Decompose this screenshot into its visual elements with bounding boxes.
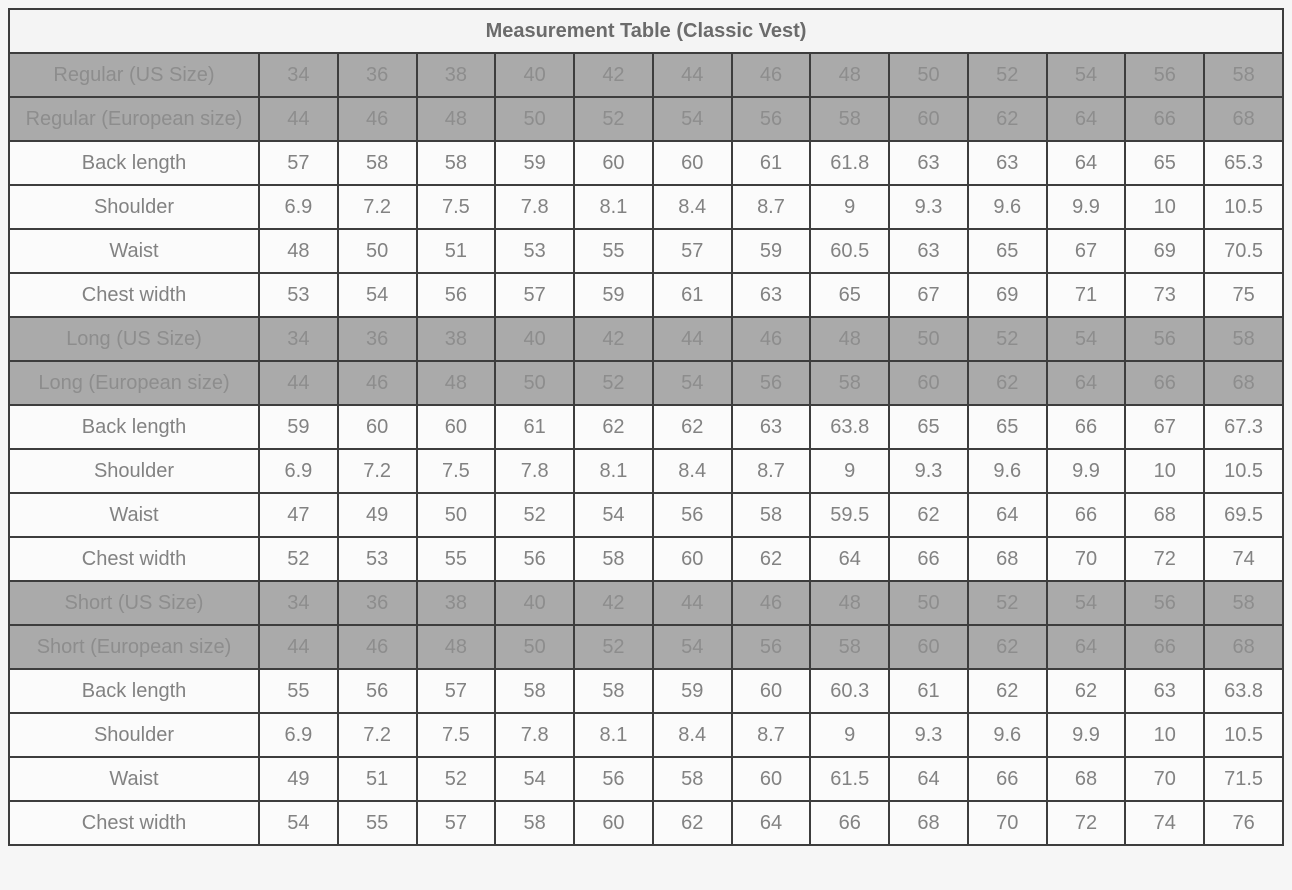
value-cell: 56	[653, 493, 732, 537]
value-cell: 70	[1047, 537, 1126, 581]
value-cell: 58	[653, 757, 732, 801]
value-cell: 60	[417, 405, 496, 449]
row-label: Short (US Size)	[9, 581, 259, 625]
value-cell: 62	[732, 537, 811, 581]
value-cell: 58	[495, 801, 574, 845]
row-label: Regular (US Size)	[9, 53, 259, 97]
size-cell: 60	[889, 361, 968, 405]
value-cell: 7.2	[338, 185, 417, 229]
value-cell: 49	[338, 493, 417, 537]
value-cell: 54	[574, 493, 653, 537]
value-cell: 8.1	[574, 449, 653, 493]
value-cell: 68	[968, 537, 1047, 581]
size-cell: 56	[732, 361, 811, 405]
value-cell: 6.9	[259, 713, 338, 757]
size-cell: 48	[417, 361, 496, 405]
size-cell: 54	[1047, 53, 1126, 97]
value-cell: 67	[889, 273, 968, 317]
size-cell: 52	[574, 625, 653, 669]
value-cell: 10	[1125, 713, 1204, 757]
measurement-row	[9, 273, 1283, 317]
value-cell: 7.5	[417, 449, 496, 493]
value-cell: 66	[1047, 493, 1126, 537]
value-cell: 7.2	[338, 449, 417, 493]
value-cell: 60.5	[810, 229, 889, 273]
size-cell: 40	[495, 53, 574, 97]
value-cell: 65	[968, 405, 1047, 449]
size-cell: 64	[1047, 361, 1126, 405]
size-cell: 50	[889, 53, 968, 97]
value-cell: 60	[732, 669, 811, 713]
size-cell: 48	[417, 625, 496, 669]
measurement-row	[9, 757, 1283, 801]
row-label: Back length	[9, 669, 259, 713]
size-cell: 58	[1204, 317, 1283, 361]
value-cell: 61.5	[810, 757, 889, 801]
value-cell: 57	[417, 669, 496, 713]
row-label: Chest width	[9, 537, 259, 581]
value-cell: 63	[732, 405, 811, 449]
value-cell: 63	[889, 141, 968, 185]
size-cell: 52	[968, 317, 1047, 361]
size-header-row	[9, 625, 1283, 669]
value-cell: 8.7	[732, 713, 811, 757]
size-cell: 56	[1125, 581, 1204, 625]
value-cell: 66	[889, 537, 968, 581]
size-cell: 42	[574, 581, 653, 625]
value-cell: 63	[732, 273, 811, 317]
value-cell: 63.8	[810, 405, 889, 449]
value-cell: 8.1	[574, 713, 653, 757]
value-cell: 60	[653, 141, 732, 185]
value-cell: 66	[968, 757, 1047, 801]
value-cell: 55	[574, 229, 653, 273]
size-cell: 36	[338, 53, 417, 97]
value-cell: 74	[1125, 801, 1204, 845]
value-cell: 51	[338, 757, 417, 801]
value-cell: 73	[1125, 273, 1204, 317]
row-label: Back length	[9, 405, 259, 449]
value-cell: 52	[417, 757, 496, 801]
measurement-row	[9, 713, 1283, 757]
value-cell: 70	[968, 801, 1047, 845]
value-cell: 10.5	[1204, 449, 1283, 493]
value-cell: 9.6	[968, 449, 1047, 493]
value-cell: 69.5	[1204, 493, 1283, 537]
size-cell: 68	[1204, 625, 1283, 669]
value-cell: 6.9	[259, 449, 338, 493]
size-cell: 52	[574, 361, 653, 405]
value-cell: 61	[732, 141, 811, 185]
size-cell: 48	[810, 317, 889, 361]
size-cell: 62	[968, 361, 1047, 405]
size-cell: 44	[259, 361, 338, 405]
row-label: Chest width	[9, 801, 259, 845]
value-cell: 53	[259, 273, 338, 317]
value-cell: 67	[1047, 229, 1126, 273]
value-cell: 50	[417, 493, 496, 537]
size-cell: 34	[259, 53, 338, 97]
size-cell: 50	[495, 625, 574, 669]
value-cell: 66	[810, 801, 889, 845]
value-cell: 53	[495, 229, 574, 273]
value-cell: 63	[1125, 669, 1204, 713]
size-cell: 42	[574, 53, 653, 97]
value-cell: 55	[338, 801, 417, 845]
size-cell: 62	[968, 625, 1047, 669]
value-cell: 64	[889, 757, 968, 801]
value-cell: 52	[259, 537, 338, 581]
value-cell: 8.4	[653, 185, 732, 229]
value-cell: 9.6	[968, 185, 1047, 229]
measurement-row	[9, 141, 1283, 185]
value-cell: 65	[889, 405, 968, 449]
size-cell: 58	[1204, 53, 1283, 97]
table-body	[9, 9, 1283, 845]
size-cell: 34	[259, 581, 338, 625]
value-cell: 62	[574, 405, 653, 449]
value-cell: 55	[259, 669, 338, 713]
row-label: Waist	[9, 757, 259, 801]
size-cell: 44	[259, 97, 338, 141]
row-label: Regular (European size)	[9, 97, 259, 141]
size-cell: 46	[338, 361, 417, 405]
value-cell: 65	[810, 273, 889, 317]
size-cell: 66	[1125, 625, 1204, 669]
row-label: Shoulder	[9, 713, 259, 757]
value-cell: 61	[653, 273, 732, 317]
size-cell: 46	[338, 625, 417, 669]
size-cell: 54	[653, 97, 732, 141]
size-cell: 58	[810, 97, 889, 141]
row-label: Back length	[9, 141, 259, 185]
value-cell: 51	[417, 229, 496, 273]
value-cell: 71	[1047, 273, 1126, 317]
size-cell: 60	[889, 97, 968, 141]
value-cell: 6.9	[259, 185, 338, 229]
size-header-row	[9, 361, 1283, 405]
value-cell: 61.8	[810, 141, 889, 185]
size-cell: 68	[1204, 361, 1283, 405]
value-cell: 9.6	[968, 713, 1047, 757]
size-cell: 52	[968, 53, 1047, 97]
size-cell: 58	[810, 625, 889, 669]
size-cell: 58	[1204, 581, 1283, 625]
value-cell: 62	[653, 405, 732, 449]
value-cell: 59.5	[810, 493, 889, 537]
value-cell: 63.8	[1204, 669, 1283, 713]
value-cell: 59	[732, 229, 811, 273]
row-label: Shoulder	[9, 185, 259, 229]
size-cell: 64	[1047, 97, 1126, 141]
value-cell: 67	[1125, 405, 1204, 449]
value-cell: 58	[732, 493, 811, 537]
value-cell: 68	[1047, 757, 1126, 801]
value-cell: 62	[1047, 669, 1126, 713]
size-cell: 50	[889, 317, 968, 361]
value-cell: 71.5	[1204, 757, 1283, 801]
value-cell: 9.3	[889, 713, 968, 757]
row-label: Waist	[9, 493, 259, 537]
value-cell: 54	[259, 801, 338, 845]
value-cell: 72	[1125, 537, 1204, 581]
size-cell: 46	[338, 97, 417, 141]
value-cell: 8.1	[574, 185, 653, 229]
value-cell: 50	[338, 229, 417, 273]
value-cell: 60	[574, 141, 653, 185]
value-cell: 63	[968, 141, 1047, 185]
value-cell: 58	[417, 141, 496, 185]
value-cell: 56	[338, 669, 417, 713]
row-label: Chest width	[9, 273, 259, 317]
size-cell: 48	[810, 581, 889, 625]
value-cell: 64	[732, 801, 811, 845]
value-cell: 56	[574, 757, 653, 801]
size-cell: 50	[495, 97, 574, 141]
measurement-row	[9, 185, 1283, 229]
size-cell: 56	[732, 625, 811, 669]
value-cell: 9	[810, 713, 889, 757]
value-cell: 8.4	[653, 449, 732, 493]
value-cell: 59	[259, 405, 338, 449]
value-cell: 9	[810, 449, 889, 493]
value-cell: 56	[417, 273, 496, 317]
size-cell: 46	[732, 53, 811, 97]
size-header-row	[9, 53, 1283, 97]
value-cell: 69	[968, 273, 1047, 317]
value-cell: 60.3	[810, 669, 889, 713]
value-cell: 57	[653, 229, 732, 273]
size-cell: 44	[653, 53, 732, 97]
size-cell: 48	[417, 97, 496, 141]
value-cell: 7.8	[495, 449, 574, 493]
value-cell: 62	[653, 801, 732, 845]
size-cell: 38	[417, 53, 496, 97]
measurement-row	[9, 669, 1283, 713]
value-cell: 60	[732, 757, 811, 801]
value-cell: 58	[574, 669, 653, 713]
row-label: Long (US Size)	[9, 317, 259, 361]
measurement-row	[9, 229, 1283, 273]
value-cell: 75	[1204, 273, 1283, 317]
value-cell: 54	[338, 273, 417, 317]
value-cell: 57	[495, 273, 574, 317]
size-cell: 64	[1047, 625, 1126, 669]
value-cell: 60	[574, 801, 653, 845]
measurement-row	[9, 537, 1283, 581]
size-header-row	[9, 581, 1283, 625]
value-cell: 9.9	[1047, 185, 1126, 229]
size-cell: 46	[732, 581, 811, 625]
size-cell: 44	[653, 581, 732, 625]
value-cell: 60	[653, 537, 732, 581]
value-cell: 60	[338, 405, 417, 449]
value-cell: 7.8	[495, 713, 574, 757]
value-cell: 58	[338, 141, 417, 185]
size-cell: 34	[259, 317, 338, 361]
value-cell: 8.7	[732, 185, 811, 229]
value-cell: 8.7	[732, 449, 811, 493]
measurement-row	[9, 405, 1283, 449]
size-cell: 66	[1125, 97, 1204, 141]
value-cell: 57	[417, 801, 496, 845]
value-cell: 69	[1125, 229, 1204, 273]
table-title: Measurement Table (Classic Vest)	[9, 9, 1283, 53]
value-cell: 10.5	[1204, 185, 1283, 229]
value-cell: 70.5	[1204, 229, 1283, 273]
value-cell: 54	[495, 757, 574, 801]
value-cell: 9.9	[1047, 713, 1126, 757]
size-cell: 36	[338, 581, 417, 625]
value-cell: 10	[1125, 449, 1204, 493]
measurement-row	[9, 493, 1283, 537]
value-cell: 65	[968, 229, 1047, 273]
size-cell: 56	[732, 97, 811, 141]
value-cell: 7.5	[417, 713, 496, 757]
size-cell: 54	[653, 625, 732, 669]
value-cell: 64	[810, 537, 889, 581]
title-row	[9, 9, 1283, 53]
size-cell: 48	[810, 53, 889, 97]
size-cell: 46	[732, 317, 811, 361]
size-cell: 62	[968, 97, 1047, 141]
size-cell: 36	[338, 317, 417, 361]
value-cell: 62	[889, 493, 968, 537]
value-cell: 66	[1047, 405, 1126, 449]
size-cell: 54	[653, 361, 732, 405]
size-cell: 54	[1047, 581, 1126, 625]
value-cell: 7.8	[495, 185, 574, 229]
size-cell: 58	[810, 361, 889, 405]
value-cell: 63	[889, 229, 968, 273]
value-cell: 64	[1047, 141, 1126, 185]
row-label: Long (European size)	[9, 361, 259, 405]
row-label: Short (European size)	[9, 625, 259, 669]
value-cell: 68	[889, 801, 968, 845]
value-cell: 55	[417, 537, 496, 581]
value-cell: 67.3	[1204, 405, 1283, 449]
size-cell: 40	[495, 581, 574, 625]
value-cell: 53	[338, 537, 417, 581]
size-cell: 68	[1204, 97, 1283, 141]
value-cell: 59	[653, 669, 732, 713]
size-cell: 56	[1125, 317, 1204, 361]
size-cell: 52	[968, 581, 1047, 625]
value-cell: 9.3	[889, 185, 968, 229]
value-cell: 76	[1204, 801, 1283, 845]
size-cell: 50	[889, 581, 968, 625]
value-cell: 58	[495, 669, 574, 713]
value-cell: 9	[810, 185, 889, 229]
value-cell: 10.5	[1204, 713, 1283, 757]
value-cell: 59	[495, 141, 574, 185]
value-cell: 9.3	[889, 449, 968, 493]
value-cell: 56	[495, 537, 574, 581]
value-cell: 58	[574, 537, 653, 581]
size-cell: 56	[1125, 53, 1204, 97]
size-cell: 52	[574, 97, 653, 141]
value-cell: 52	[495, 493, 574, 537]
size-cell: 42	[574, 317, 653, 361]
value-cell: 74	[1204, 537, 1283, 581]
value-cell: 65	[1125, 141, 1204, 185]
row-label: Waist	[9, 229, 259, 273]
size-header-row	[9, 317, 1283, 361]
value-cell: 59	[574, 273, 653, 317]
value-cell: 68	[1125, 493, 1204, 537]
value-cell: 72	[1047, 801, 1126, 845]
measurement-table	[8, 8, 1284, 846]
value-cell: 9.9	[1047, 449, 1126, 493]
measurement-row	[9, 801, 1283, 845]
value-cell: 8.4	[653, 713, 732, 757]
value-cell: 64	[968, 493, 1047, 537]
value-cell: 61	[495, 405, 574, 449]
size-cell: 38	[417, 317, 496, 361]
value-cell: 49	[259, 757, 338, 801]
size-cell: 44	[259, 625, 338, 669]
size-cell: 38	[417, 581, 496, 625]
size-cell: 54	[1047, 317, 1126, 361]
value-cell: 61	[889, 669, 968, 713]
value-cell: 48	[259, 229, 338, 273]
size-cell: 66	[1125, 361, 1204, 405]
measurement-row	[9, 449, 1283, 493]
size-cell: 60	[889, 625, 968, 669]
size-cell: 44	[653, 317, 732, 361]
value-cell: 57	[259, 141, 338, 185]
value-cell: 7.5	[417, 185, 496, 229]
value-cell: 47	[259, 493, 338, 537]
value-cell: 70	[1125, 757, 1204, 801]
value-cell: 7.2	[338, 713, 417, 757]
value-cell: 62	[968, 669, 1047, 713]
size-header-row	[9, 97, 1283, 141]
value-cell: 65.3	[1204, 141, 1283, 185]
size-cell: 40	[495, 317, 574, 361]
row-label: Shoulder	[9, 449, 259, 493]
size-cell: 50	[495, 361, 574, 405]
value-cell: 10	[1125, 185, 1204, 229]
